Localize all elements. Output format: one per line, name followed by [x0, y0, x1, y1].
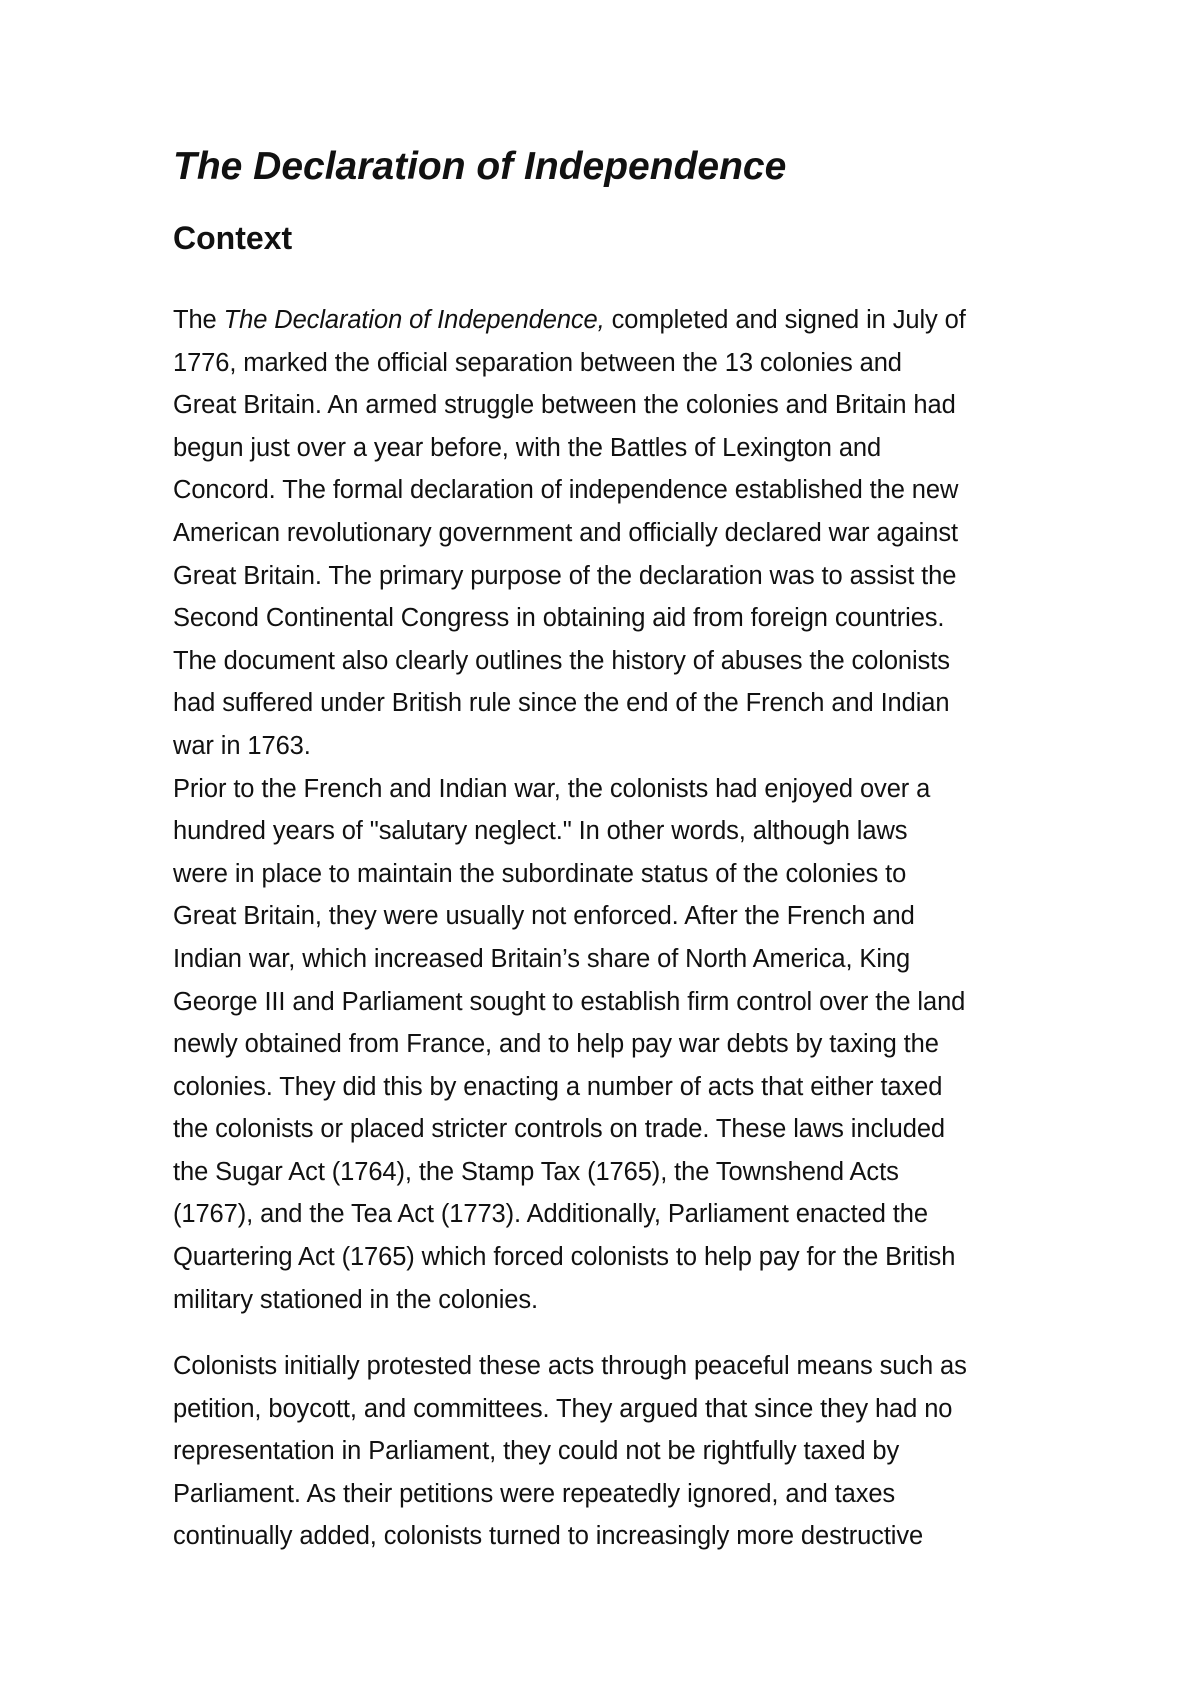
- paragraph-line: Quartering Act (1765) which forced colonists to help pay for the British: [173, 1243, 956, 1272]
- paragraph-line: (1767), and the Tea Act (1773). Additionally, Parliament enacted the: [173, 1200, 928, 1229]
- paragraph-line: representation in Parliament, they could not be rightfully taxed by: [173, 1437, 900, 1466]
- section-heading: Context: [173, 220, 293, 256]
- paragraph-line: Second Continental Congress in obtaining aid from foreign countries.: [173, 604, 945, 633]
- paragraph-line: colonies. They did this by enacting a number of acts that either taxed: [173, 1072, 943, 1101]
- paragraph-line: [173, 299, 966, 342]
- paragraph-line: newly obtained from France, and to help pay war debts by taxing the: [173, 1030, 939, 1059]
- paragraph-line: American revolutionary government and officially declared war against: [173, 518, 958, 547]
- context-paragraph-2: [173, 1345, 967, 1558]
- paragraph-line: begun just over a year before, with the Battles of Lexington and: [173, 433, 882, 462]
- line-lead: The: [173, 306, 217, 334]
- paragraph-line: Parliament. As their petitions were repeatedly ignored, and taxes: [173, 1479, 896, 1508]
- paragraph-line: were in place to maintain the subordinate status of the colonies to: [173, 859, 907, 888]
- paragraph-line: war in 1763.: [173, 731, 311, 760]
- paragraph-line: Great Britain. The primary purpose of the declaration was to assist the: [173, 561, 957, 590]
- paragraph-line: Prior to the French and Indian war, the colonists had enjoyed over a: [173, 774, 931, 803]
- paragraph-line: the colonists or placed stricter controls on trade. These laws included: [173, 1115, 945, 1144]
- paragraph-line: continually added, colonists turned to increasingly more destructive: [173, 1522, 924, 1551]
- paragraph-line: petition, boycott, and committees. They argued that since they had no: [173, 1394, 953, 1423]
- paragraph-line: George III and Parliament sought to establish firm control over the land: [173, 987, 966, 1016]
- paragraph-line: Concord. The formal declaration of independence established the new: [173, 476, 959, 505]
- paragraph-line: the Sugar Act (1764), the Stamp Tax (1765), the Townshend Acts: [173, 1157, 899, 1186]
- line-rest: completed and signed in July of: [611, 306, 966, 334]
- paragraph-line: The document also clearly outlines the history of abuses the colonists: [173, 646, 950, 675]
- document-title: The Declaration of Independence: [173, 145, 787, 188]
- paragraph-line: Great Britain, they were usually not enforced. After the French and: [173, 902, 915, 931]
- paragraph-line: Indian war, which increased Britain’s share of North America, King: [173, 944, 911, 973]
- paragraph-line: Colonists initially protested these acts through peaceful means such as: [173, 1352, 967, 1380]
- paragraph-line: military stationed in the colonies.: [173, 1285, 539, 1314]
- paragraph-line: had suffered under British rule since the end of the French and Indian: [173, 689, 950, 718]
- paragraph-line: 1776, marked the official separation between the 13 colonies and: [173, 348, 902, 377]
- paragraph-line: Great Britain. An armed struggle between the colonies and Britain had: [173, 391, 956, 420]
- italic-document-title: The Declaration of Independence,: [223, 306, 605, 334]
- paragraph-line: hundred years of "salutary neglect." In other words, although laws: [173, 817, 908, 846]
- context-paragraph-1: [173, 299, 966, 1321]
